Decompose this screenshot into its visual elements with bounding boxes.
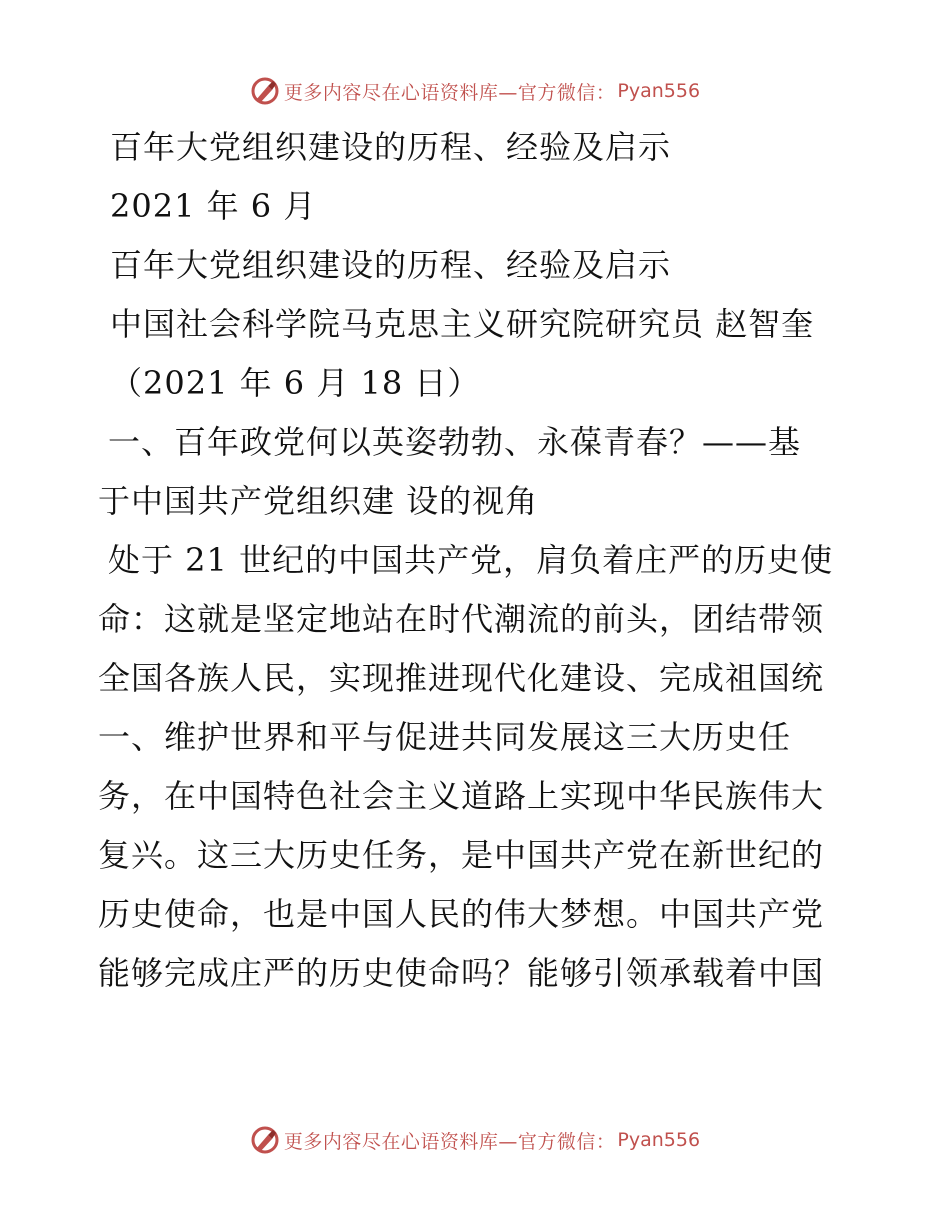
body-line: 历史使命，也是中国人民的伟大梦想。中国共产党 <box>98 895 825 933</box>
pen-logo-icon <box>250 76 280 106</box>
watermark-wechat-id: Pyan556 <box>617 80 701 102</box>
document-date-detail: （2021 年 6 月 18 日） <box>110 364 481 402</box>
document-date: 2021 年 6 月 <box>110 187 317 225</box>
footer-watermark <box>0 1122 950 1158</box>
body-line: 全国各族人民，实现推进现代化建设、完成祖国统 <box>98 659 825 697</box>
pen-logo-icon <box>250 1125 280 1155</box>
body-line: 务，在中国特色社会主义道路上实现中华民族伟大 <box>98 777 825 815</box>
section-heading-line-2: 于中国共产党组织建 设的视角 <box>98 482 539 520</box>
body-line: 能够完成庄严的历史使命吗？能够引领承载着中国 <box>98 954 825 992</box>
watermark-wechat-id: Pyan556 <box>617 1129 701 1151</box>
document-title-repeat: 百年大党组织建设的历程、经验及启示 <box>110 246 672 284</box>
body-line: 一、维护世界和平与促进共同发展这三大历史任 <box>98 718 792 756</box>
header-watermark <box>0 73 950 109</box>
body-line: 复兴。这三大历史任务，是中国共产党在新世纪的 <box>98 836 825 874</box>
document-body <box>98 118 858 1003</box>
body-line: 命：这就是坚定地站在时代潮流的前头，团结带领 <box>98 600 825 638</box>
watermark-text: 更多内容尽在心语资料库—官方微信： <box>283 81 616 104</box>
watermark-text: 更多内容尽在心语资料库—官方微信： <box>283 1130 616 1153</box>
document-author: 中国社会科学院马克思主义研究院研究员 赵智奎 <box>110 305 815 343</box>
section-heading-line-1: 一、百年政党何以英姿勃勃、永葆青春？——基 <box>108 423 802 461</box>
document-title: 百年大党组织建设的历程、经验及启示 <box>110 128 672 166</box>
body-line: 处于 21 世纪的中国共产党，肩负着庄严的历史使 <box>108 541 834 579</box>
